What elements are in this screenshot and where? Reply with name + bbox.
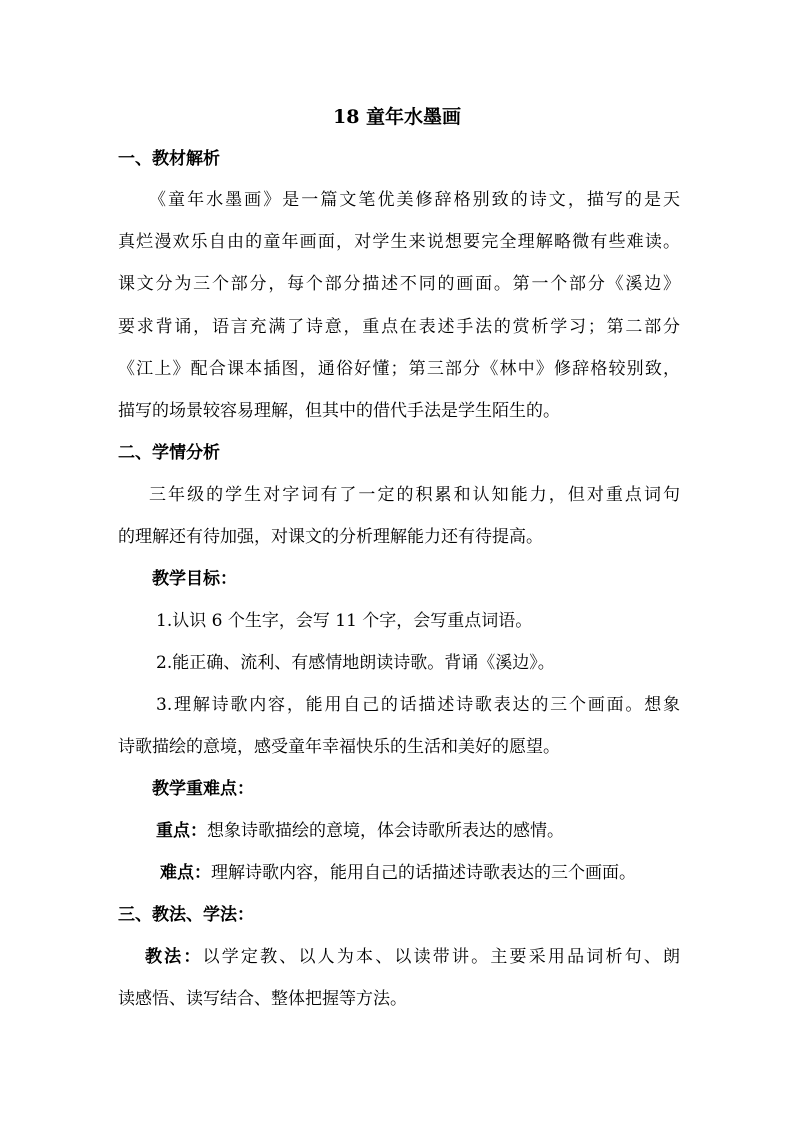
- difficult-point-label: 难点：: [160, 863, 211, 883]
- paragraph-line: 的理解还有待加强，对课文的分析理解能力还有待提高。: [118, 527, 543, 547]
- key-point-line: [156, 815, 564, 847]
- method-line-continued: 读感悟、读写结合、整体把握等方法。: [118, 989, 407, 1009]
- paragraph-line: 真烂漫欢乐自由的童年画面，对学生来说想要完全理解略微有些难读。: [118, 232, 680, 252]
- goal-item: 2.能正确、流利、有感情地朗读诗歌。背诵《溪边》。: [156, 653, 555, 673]
- section-heading-learner-analysis: 二、学情分析: [118, 443, 220, 463]
- method-line: [145, 941, 680, 973]
- section-heading-textbook-analysis: 一、教材解析: [118, 149, 220, 169]
- document-title: 18 童年水墨画: [332, 106, 462, 128]
- key-point-text: 想象诗歌描绘的意境，体会诗歌所表达的感情。: [207, 821, 564, 841]
- key-point-label: 重点：: [156, 821, 207, 841]
- goal-item: 1.认识 6 个生字，会写 11 个字，会写重点词语。: [156, 611, 533, 631]
- paragraph-line: 要求背诵，语言充满了诗意，重点在表述手法的赏析学习；第二部分: [118, 317, 680, 337]
- method-label: 教法：: [145, 947, 203, 967]
- paragraph-line: 课文分为三个部分，每个部分描述不同的画面。第一个部分《溪边》: [118, 274, 680, 294]
- teaching-goals-heading: 教学目标：: [152, 569, 237, 589]
- section-heading-methods: 三、教法、学法：: [118, 905, 254, 925]
- paragraph-line: 《江上》配合课本插图，通俗好懂；第三部分《林中》修辞格较别致，: [118, 359, 680, 379]
- paragraph-line: 描写的场景较容易理解，但其中的借代手法是学生陌生的。: [118, 401, 560, 421]
- difficult-point-line: [160, 857, 636, 889]
- key-points-heading: 教学重难点：: [152, 779, 254, 799]
- method-text: 以学定教、以人为本、以读带讲。主要采用品词析句、朗: [202, 947, 681, 967]
- goal-item-continued: 诗歌描绘的意境，感受童年幸福快乐的生活和美好的愿望。: [118, 737, 560, 757]
- paragraph-line: 三年级的学生对字词有了一定的积累和认知能力，但对重点词句: [149, 485, 680, 505]
- paragraph-line: 《童年水墨画》是一篇文笔优美修辞格别致的诗文，描写的是天: [149, 190, 680, 210]
- difficult-point-text: 理解诗歌内容，能用自己的话描述诗歌表达的三个画面。: [211, 863, 636, 883]
- goal-item: 3.理解诗歌内容，能用自己的话描述诗歌表达的三个画面。想象: [156, 695, 680, 715]
